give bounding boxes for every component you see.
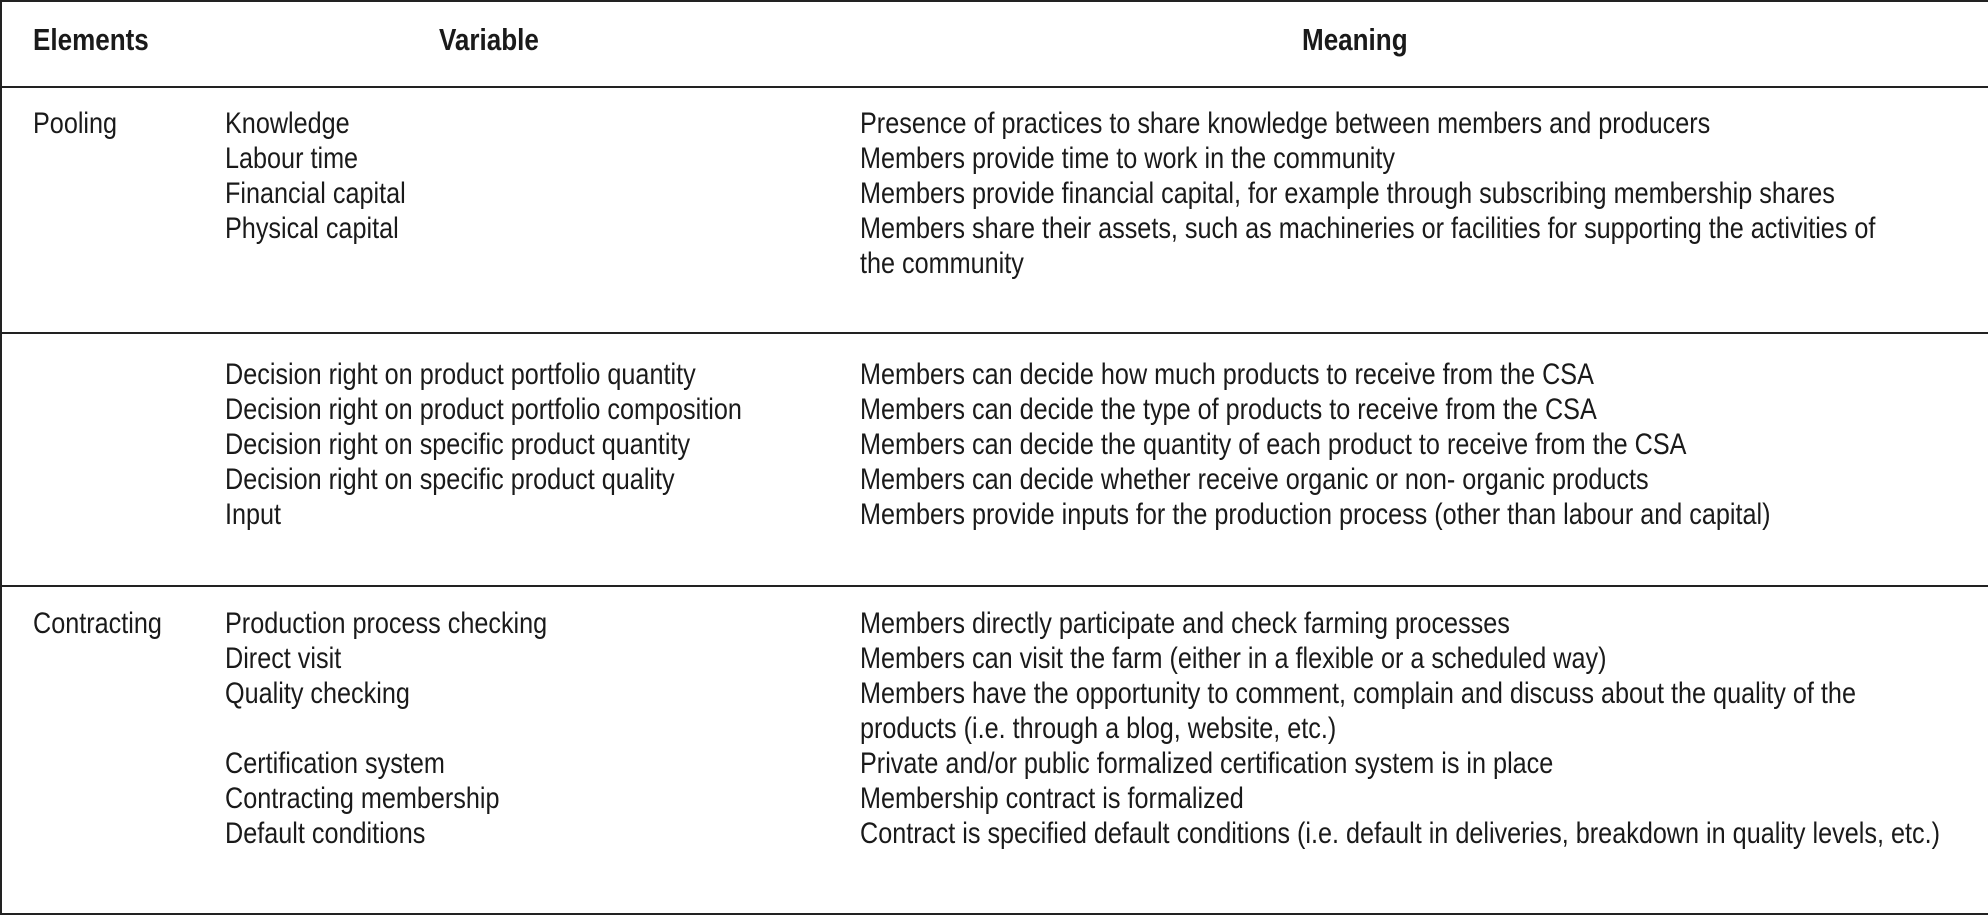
variable-item: Decision right on product portfolio quantity bbox=[225, 358, 696, 391]
meaning-item: Members can visit the farm (either in a flexible or a scheduled way) bbox=[860, 642, 1607, 675]
meaning-item: products (i.e. through a blog, website, etc.) bbox=[860, 712, 1337, 745]
element-label: Pooling bbox=[33, 107, 118, 140]
variable-item-spacer bbox=[225, 711, 547, 746]
group-divider-rule bbox=[2, 332, 1988, 334]
meaning-item: Members have the opportunity to comment, complain and discuss about the quality of the bbox=[860, 677, 1856, 710]
meaning-item: Members can decide whether receive organic or non- organic products bbox=[860, 463, 1649, 496]
meaning-list bbox=[860, 357, 1771, 532]
header-variable: Variable bbox=[439, 22, 539, 57]
meaning-item: the community bbox=[860, 247, 1024, 280]
meaning-item: Members can decide the quantity of each product to receive from the CSA bbox=[860, 428, 1687, 461]
header-meaning: Meaning bbox=[1302, 22, 1408, 57]
meaning-item: Members provide financial capital, for example through subscribing membership shares bbox=[860, 177, 1835, 210]
meaning-item: Membership contract is formalized bbox=[860, 782, 1244, 815]
variable-item: Decision right on specific product quantity bbox=[225, 428, 691, 461]
variable-item: Decision right on specific product quality bbox=[225, 463, 675, 496]
meaning-item: Contract is specified default conditions (i.e. default in deliveries, breakdown in quality levels, etc.) bbox=[860, 817, 1940, 850]
variable-list bbox=[225, 606, 547, 851]
variable-item: Physical capital bbox=[225, 212, 399, 245]
variable-item: Certification system bbox=[225, 747, 445, 780]
variable-item: Decision right on product portfolio composition bbox=[225, 393, 742, 426]
meaning-list bbox=[860, 606, 1940, 851]
variable-item: Input bbox=[225, 498, 282, 531]
group-divider-rule bbox=[2, 585, 1988, 587]
meaning-item: Members can decide how much products to receive from the CSA bbox=[860, 358, 1594, 391]
variable-item: Labour time bbox=[225, 142, 359, 175]
meaning-item: Presence of practices to share knowledge between members and producers bbox=[860, 107, 1711, 140]
header-elements: Elements bbox=[33, 22, 149, 57]
meaning-item: Members can decide the type of products to receive from the CSA bbox=[860, 393, 1597, 426]
meaning-list bbox=[860, 106, 1875, 281]
element-label: Contracting bbox=[33, 607, 162, 640]
meaning-item: Members provide inputs for the production process (other than labour and capital) bbox=[860, 498, 1771, 531]
meaning-item: Private and/or public formalized certification system is in place bbox=[860, 747, 1554, 780]
variable-list bbox=[225, 106, 406, 246]
variable-item: Financial capital bbox=[225, 177, 406, 210]
variable-list bbox=[225, 357, 742, 532]
variable-item: Contracting membership bbox=[225, 782, 500, 815]
meaning-item: Members directly participate and check farming processes bbox=[860, 607, 1510, 640]
meaning-item: Members share their assets, such as machineries or facilities for supporting the activities of bbox=[860, 212, 1876, 245]
variable-item: Production process checking bbox=[225, 607, 548, 640]
header-bottom-rule bbox=[2, 86, 1988, 88]
variable-item: Direct visit bbox=[225, 642, 342, 675]
table-top-rule bbox=[2, 0, 1988, 2]
meaning-item: Members provide time to work in the community bbox=[860, 142, 1395, 175]
variable-item: Knowledge bbox=[225, 107, 350, 140]
variable-item: Quality checking bbox=[225, 677, 410, 710]
variable-item: Default conditions bbox=[225, 817, 426, 850]
